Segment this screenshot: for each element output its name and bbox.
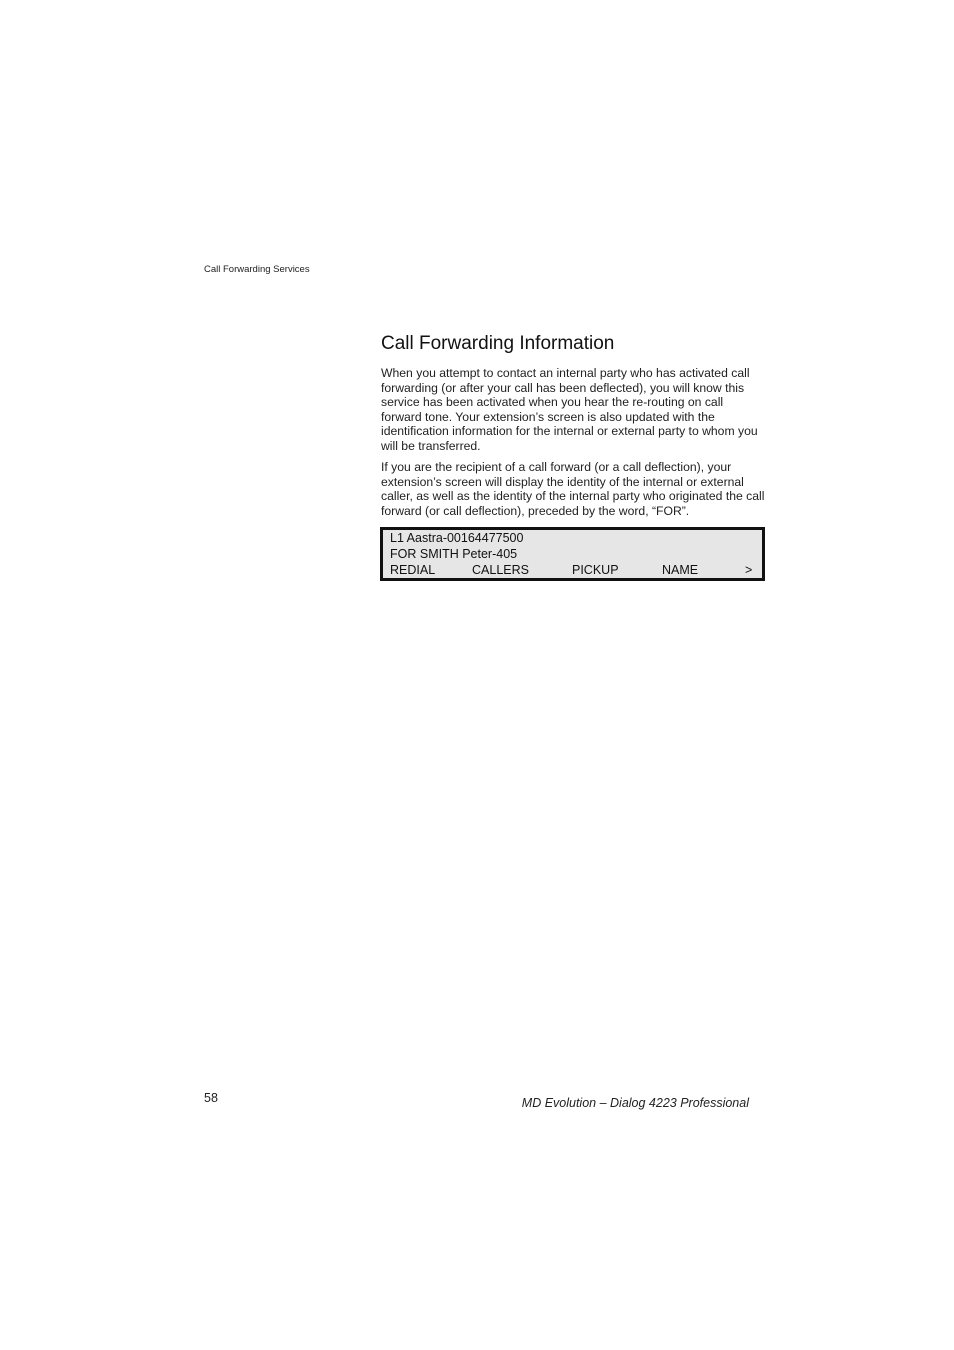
paragraph-call-forwarding-tone: When you attempt to contact an internal party who has activated call forwarding (or after your call has been deflected), you will know this service has been activated when you hear the re-routing on call forward tone. Your extension’s screen is also updated with the identification information for the internal or external party to whom you will be transferred. [381,366,758,453]
paragraph-recipient-display: If you are the recipient of a call forward (or a call deflection), your extension’s screen will display the identity of the internal or external caller, as well as the identity of the internal party who originated the call forward (or call deflection), preceded by the word, “FOR”. [381,460,765,518]
softkey-more-arrow: > [745,563,753,577]
softkey-callers: CALLERS [472,563,529,577]
display-line-1: L1 Aastra-00164477500 [390,531,524,545]
footer-document-title: MD Evolution – Dialog 4223 Professional [521,1096,749,1110]
display-line-2: FOR SMITH Peter-405 [390,547,518,561]
softkey-pickup: PICKUP [572,563,619,577]
display-softkey-row [383,563,762,578]
main-content [381,332,765,528]
softkey-redial: REDIAL [390,563,436,577]
running-header: Call Forwarding Services [204,264,310,275]
section-title: Call Forwarding Information [381,333,615,354]
phone-display-example [380,527,765,581]
softkey-name: NAME [662,563,699,577]
page-number: 58 [204,1091,218,1105]
